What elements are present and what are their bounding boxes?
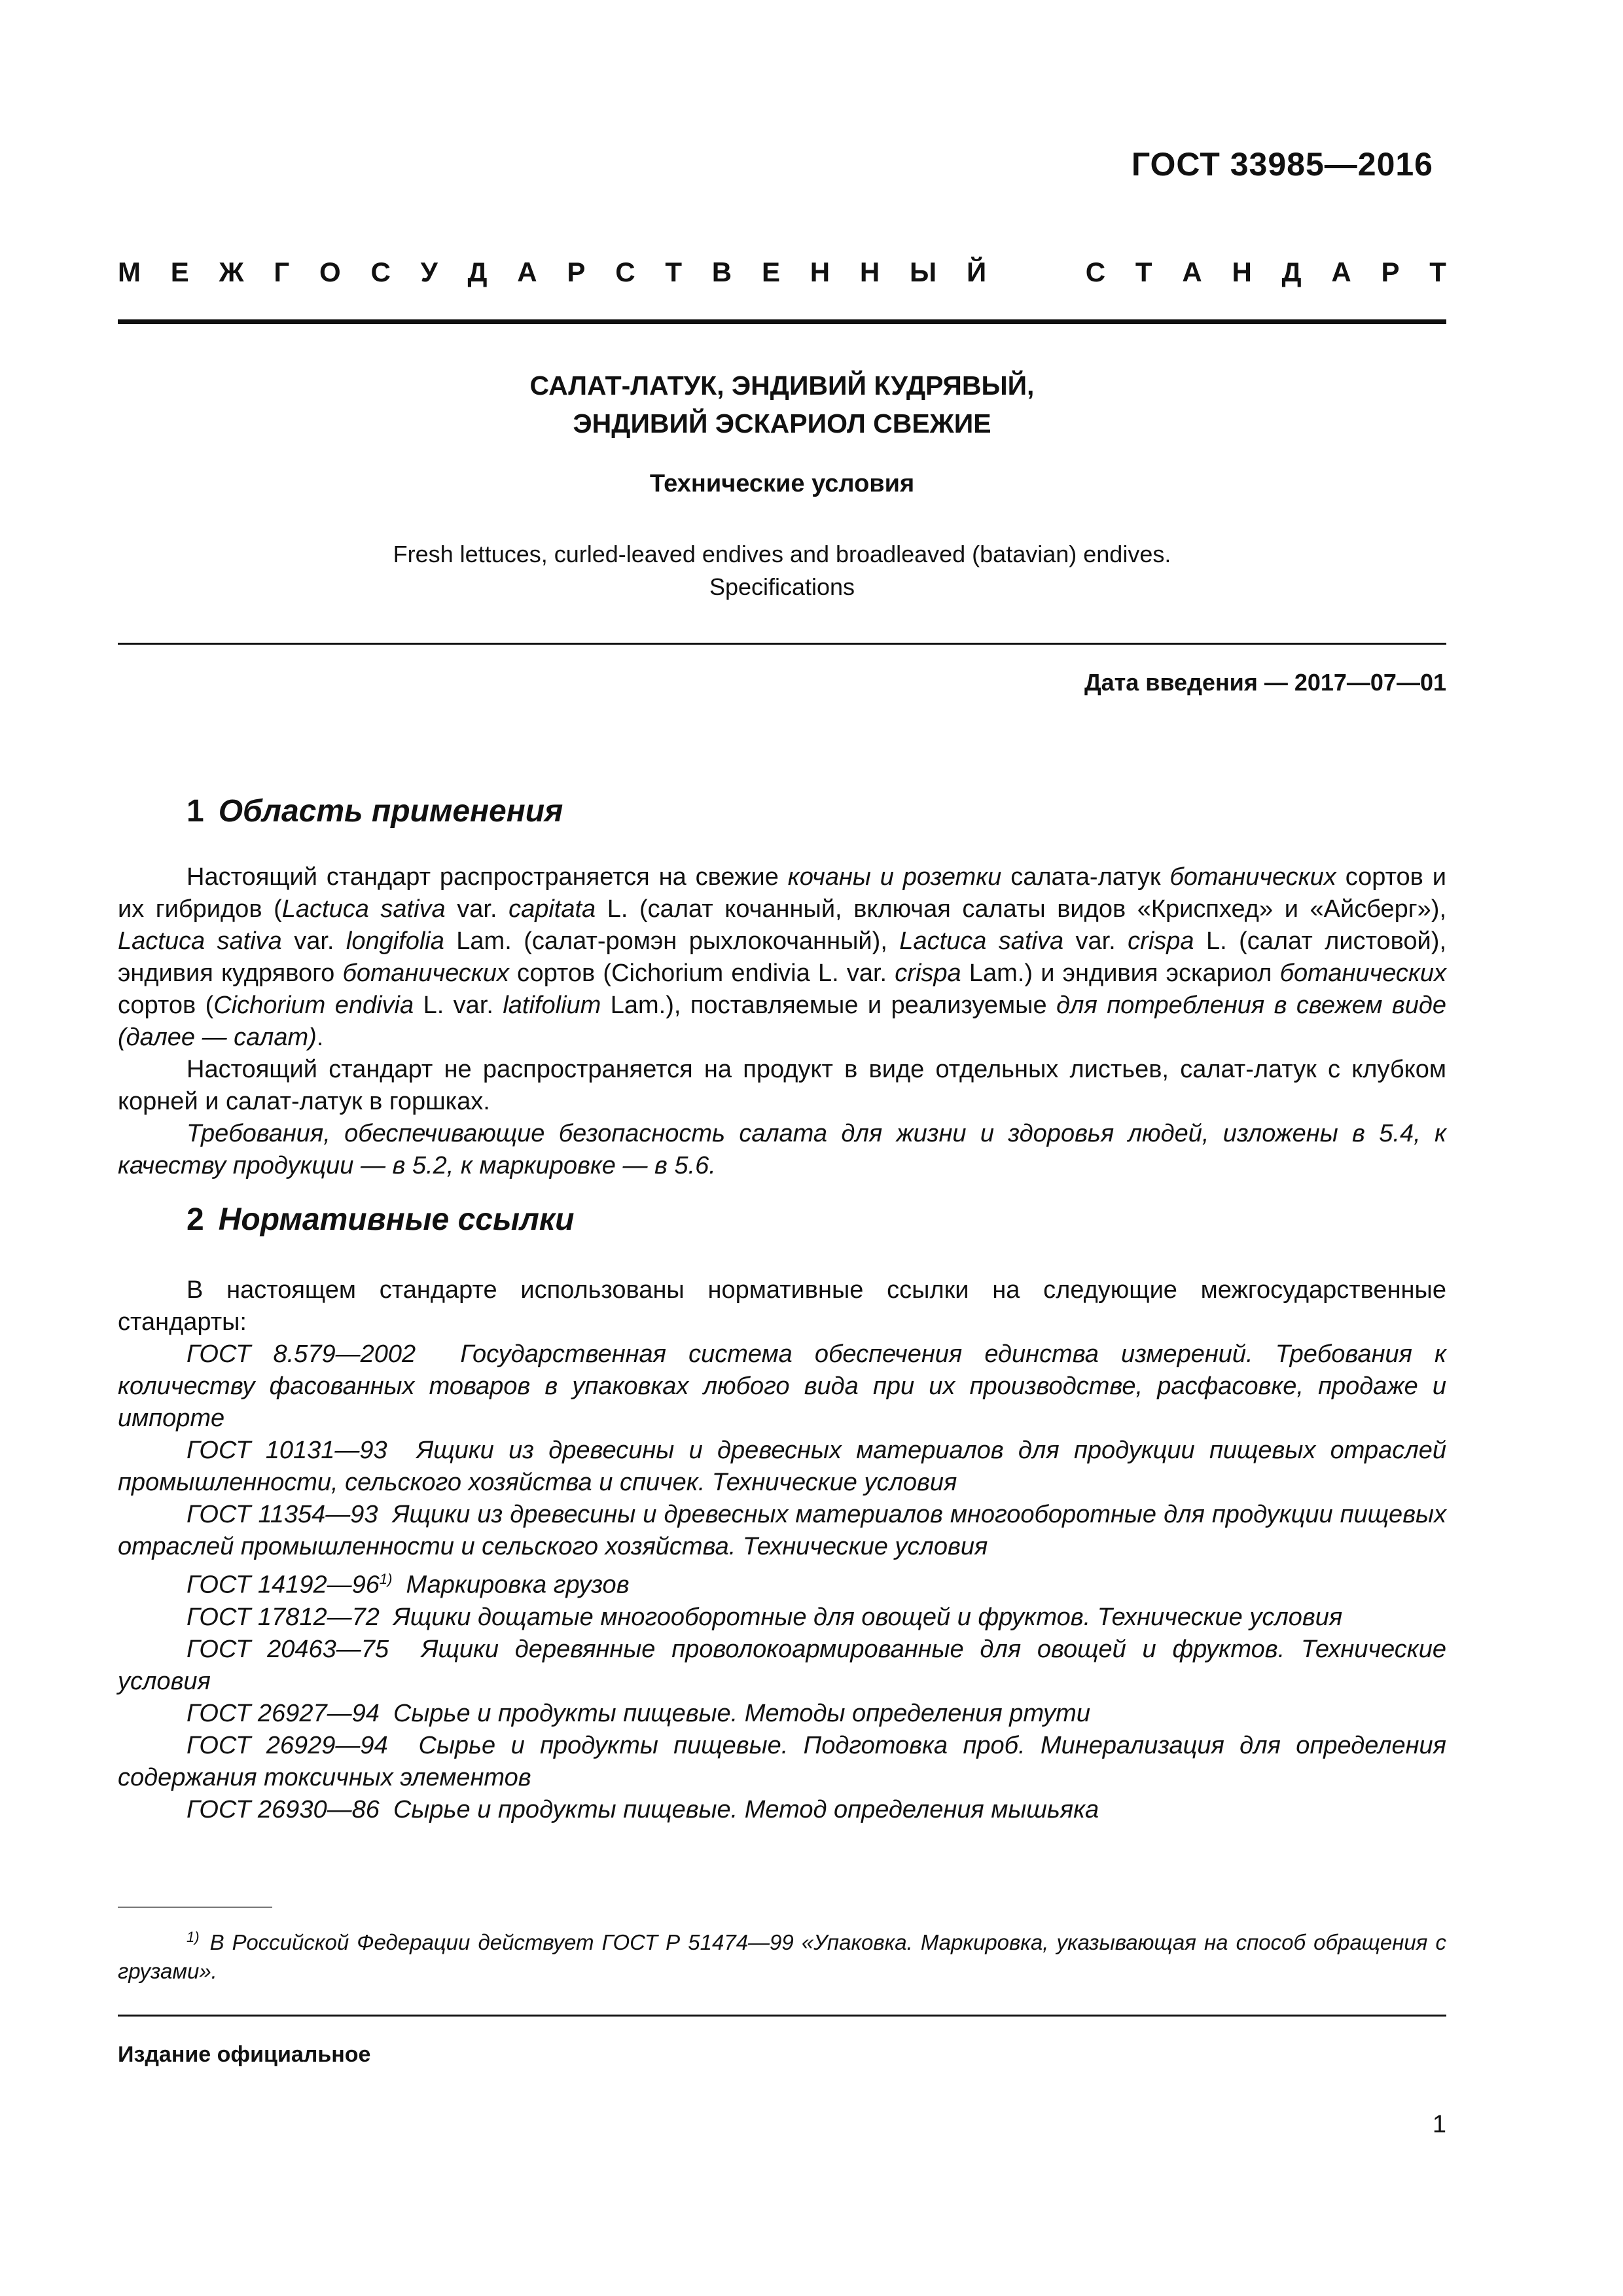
section-1-body bbox=[118, 861, 1446, 1182]
banner-letter: Г bbox=[274, 257, 290, 287]
paragraph: В настоящем стандарте использованы нормативные ссылки на следующие межгосударственные стандарты: bbox=[118, 1276, 1446, 1336]
reference-title: Ящики деревянные проволокоармированные для овощей и фруктов. Технические условия bbox=[118, 1635, 1446, 1695]
banner-letter: У bbox=[420, 257, 438, 287]
banner-word-gap bbox=[1016, 257, 1056, 288]
footer-rule bbox=[118, 2015, 1446, 2017]
section-title: Область применения bbox=[218, 794, 563, 829]
banner-letter: О bbox=[319, 257, 341, 287]
title-line-2: ЭНДИВИЙ ЭСКАРИОЛ СВЕЖИЕ bbox=[573, 408, 991, 439]
banner-letter: А bbox=[517, 257, 537, 287]
page-number: 1 bbox=[1432, 2111, 1446, 2138]
banner-letter: А bbox=[1182, 257, 1202, 287]
reference-item bbox=[118, 1338, 1446, 1435]
paragraph: Настоящий стандарт не распространяется на продукт в виде отдельных листьев, салат-латук с клубком корней и салат-латук в горшках. bbox=[118, 1056, 1446, 1115]
reference-title: Сырье и продукты пищевые. Метод определения мышьяка bbox=[393, 1795, 1099, 1823]
reference-title: Государственная система обеспечения единства измерений. Требования к количеству фасованных товаров в упаковках любого вида при их производстве, расфасовке, продаже и импорте bbox=[118, 1340, 1446, 1432]
reference-item bbox=[118, 1602, 1446, 1634]
banner-letter: Е bbox=[170, 257, 189, 287]
banner-letter: Е bbox=[761, 257, 780, 287]
reference-code: ГОСТ 26929—94 bbox=[187, 1731, 388, 1759]
reference-title: Ящики из древесины и древесных материалов для продукции пищевых отраслей промышленности, сельского хозяйства и спичек. Технические условия bbox=[118, 1437, 1446, 1496]
banner-letter: Н bbox=[1232, 257, 1252, 287]
interstate-standard-banner bbox=[118, 257, 1446, 288]
banner-letter: С bbox=[615, 257, 635, 287]
banner-letter: Т bbox=[665, 257, 682, 287]
reference-item bbox=[118, 1698, 1446, 1730]
reference-item bbox=[118, 1435, 1446, 1499]
reference-item bbox=[118, 1634, 1446, 1698]
header-rule bbox=[118, 319, 1446, 324]
reference-item bbox=[118, 1794, 1446, 1826]
banner-letter: Й bbox=[966, 257, 987, 287]
footnote-mark: 1) bbox=[187, 1929, 200, 1945]
banner-letter: Т bbox=[1429, 257, 1446, 287]
banner-letter: Ы bbox=[910, 257, 937, 287]
footnote bbox=[118, 1923, 1446, 1986]
reference-code: ГОСТ 8.579—2002 bbox=[187, 1340, 416, 1368]
introduction-date: Дата введения — 2017—07—01 bbox=[1084, 669, 1446, 696]
banner-letter: Н bbox=[859, 257, 880, 287]
reference-code: ГОСТ 26927—94 bbox=[187, 1699, 380, 1727]
reference-title: Ящики дощатые многооборотные для овощей и фруктов. Технические условия bbox=[393, 1603, 1343, 1631]
banner-letter: М bbox=[118, 257, 141, 287]
banner-letter: Д bbox=[467, 257, 488, 287]
section-number: 1 bbox=[187, 794, 204, 829]
reference-code: ГОСТ 20463—75 bbox=[187, 1635, 389, 1663]
section-title: Нормативные ссылки bbox=[218, 1202, 575, 1237]
official-edition-label: Издание официальное bbox=[118, 2042, 371, 2067]
english-title bbox=[118, 538, 1446, 603]
footnote-separator bbox=[118, 1907, 272, 1908]
title-rule bbox=[118, 643, 1446, 645]
banner-letter: Д bbox=[1281, 257, 1302, 287]
footnote-ref-mark: 1) bbox=[379, 1571, 393, 1587]
english-title-line-1: Fresh lettuces, curled-leaved endives and broadleaved (batavian) endives. bbox=[393, 541, 1171, 567]
banner-letter: Н bbox=[810, 257, 830, 287]
reference-code: ГОСТ 11354—93 bbox=[187, 1501, 378, 1528]
banner-letter: В bbox=[711, 257, 732, 287]
banner-letter: Ж bbox=[219, 257, 244, 287]
banner-letter: С bbox=[370, 257, 391, 287]
reference-item bbox=[118, 1499, 1446, 1563]
banner-letter: С bbox=[1085, 257, 1106, 287]
document-number: ГОСТ 33985—2016 bbox=[1131, 146, 1433, 183]
banner-letter: А bbox=[1331, 257, 1351, 287]
section-1-heading bbox=[187, 793, 563, 829]
footnote-text: В Российской Федерации действует ГОСТ Р 51474—99 «Упаковка. Маркировка, указывающая на способ обращения с грузами». bbox=[118, 1930, 1446, 1983]
reference-title: Сырье и продукты пищевые. Подготовка проб. Минерализация для определения содержания токсичных элементов bbox=[118, 1731, 1446, 1791]
reference-title: Ящики из древесины и древесных материалов многооборотные для продукции пищевых отраслей промышленности и сельского хозяйства. Технические условия bbox=[118, 1501, 1446, 1560]
document-title bbox=[118, 367, 1446, 442]
document-subtitle: Технические условия bbox=[649, 470, 915, 497]
banner-letter: Т bbox=[1135, 257, 1152, 287]
reference-item bbox=[118, 1730, 1446, 1794]
reference-item bbox=[118, 1563, 1446, 1602]
english-title-line-2: Specifications bbox=[709, 573, 855, 600]
section-2-body bbox=[118, 1274, 1446, 1826]
paragraph: Настоящий стандарт распространяется на свежие кочаны и розетки салата-латук ботанических сортов и их гибридов (Lactuca sativa var. capitata L. (салат кочанный, включая салаты видов «Криспхед» и «Айсберг»), Lactuca sativa var. longifolia Lam. (салат-ромэн рыхлокочанный), Lactuca sativa var. crispa L. (салат листовой), эндивия кудрявого ботанических сортов (Cichorium endivia L. var. crispa Lam.) и эндивия эскариол ботанических сортов (Cichorium endivia L. var. latifolium Lam.), поставляемые и реализуемые для потребления в свежем виде (далее — салат). bbox=[118, 863, 1447, 1051]
banner-letter: Р bbox=[1381, 257, 1400, 287]
reference-code: ГОСТ 10131—93 bbox=[187, 1437, 387, 1464]
section-2-heading bbox=[187, 1202, 574, 1238]
paragraph: Требования, обеспечивающие безопасность салата для жизни и здоровья людей, изложены в 5.4, к качеству продукции — в 5.2, к маркировке — в 5.6. bbox=[118, 1120, 1446, 1179]
banner-letter: Р bbox=[567, 257, 586, 287]
reference-code: ГОСТ 17812—72 bbox=[187, 1603, 380, 1631]
title-line-1: САЛАТ-ЛАТУК, ЭНДИВИЙ КУДРЯВЫЙ, bbox=[529, 370, 1035, 401]
reference-code: ГОСТ 26930—86 bbox=[187, 1795, 380, 1823]
reference-code: ГОСТ 14192—96 bbox=[187, 1571, 380, 1599]
reference-title: Маркировка грузов bbox=[406, 1571, 630, 1599]
reference-title: Сырье и продукты пищевые. Методы определения ртути bbox=[393, 1699, 1090, 1727]
section-number: 2 bbox=[187, 1202, 204, 1237]
